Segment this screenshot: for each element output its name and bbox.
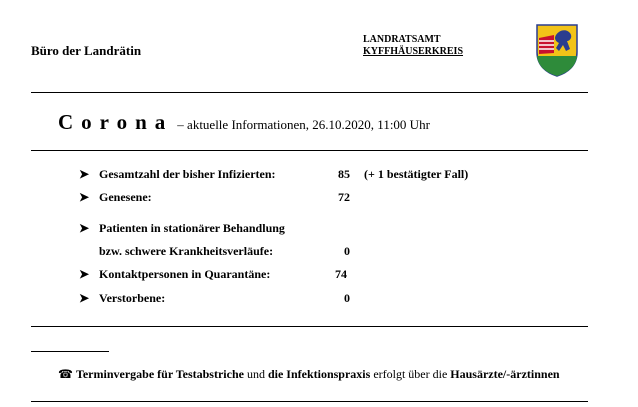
footer-bold-1: Terminvergabe für Testabstriche [75,367,244,381]
footer-bold-5: Hausärzte/-ärztinnen [450,367,560,381]
header-divider [31,92,588,93]
stat-value: 74 [335,267,347,281]
stat-note: (+ 1 bestätigter Fall) [364,167,469,181]
footer-divider [31,401,588,402]
stat-value: 72 [338,190,350,204]
authority-line-1: LANDRATSAMT [363,34,441,45]
footnote-divider [31,351,109,352]
stat-label: Verstorbene: [99,291,166,305]
footer-notice [58,362,598,386]
coat-of-arms-icon [534,22,580,78]
telephone-icon: ☎ [58,367,73,381]
stat-label-continued: bzw. schwere Krankheitsverläufe: [99,244,274,258]
authority-name [363,34,463,58]
stat-label: Genesene: [99,190,152,204]
stat-value: 85 [338,167,350,181]
arrow-bullet-icon: ➤ [79,267,90,281]
stat-label: Kontaktpersonen in Quarantäne: [99,267,271,281]
title-main: Corona [58,110,174,134]
footer-text-4: erfolgt über die [370,367,451,381]
authority-line-2: KYFFHÄUSERKREIS [363,46,464,57]
arrow-bullet-icon: ➤ [79,221,90,235]
page-title [58,110,430,135]
arrow-bullet-icon: ➤ [79,190,90,204]
stat-label: Gesamtzahl der bisher Infizierten: [99,167,276,181]
title-divider [31,150,588,151]
arrow-bullet-icon: ➤ [79,167,90,181]
stat-value: 0 [344,291,350,305]
stat-label: Patienten in stationärer Behandlung [99,221,285,235]
footer-bold-3: die Infektionspraxis [267,367,371,381]
footer-text-2: und [243,367,268,381]
title-subtitle: – aktuelle Informationen, 26.10.2020, 11:00 Uhr [177,117,430,132]
stats-divider [31,326,588,327]
office-name: Büro der Landrätin [31,43,142,58]
stat-value: 0 [344,244,350,258]
arrow-bullet-icon: ➤ [79,291,90,305]
